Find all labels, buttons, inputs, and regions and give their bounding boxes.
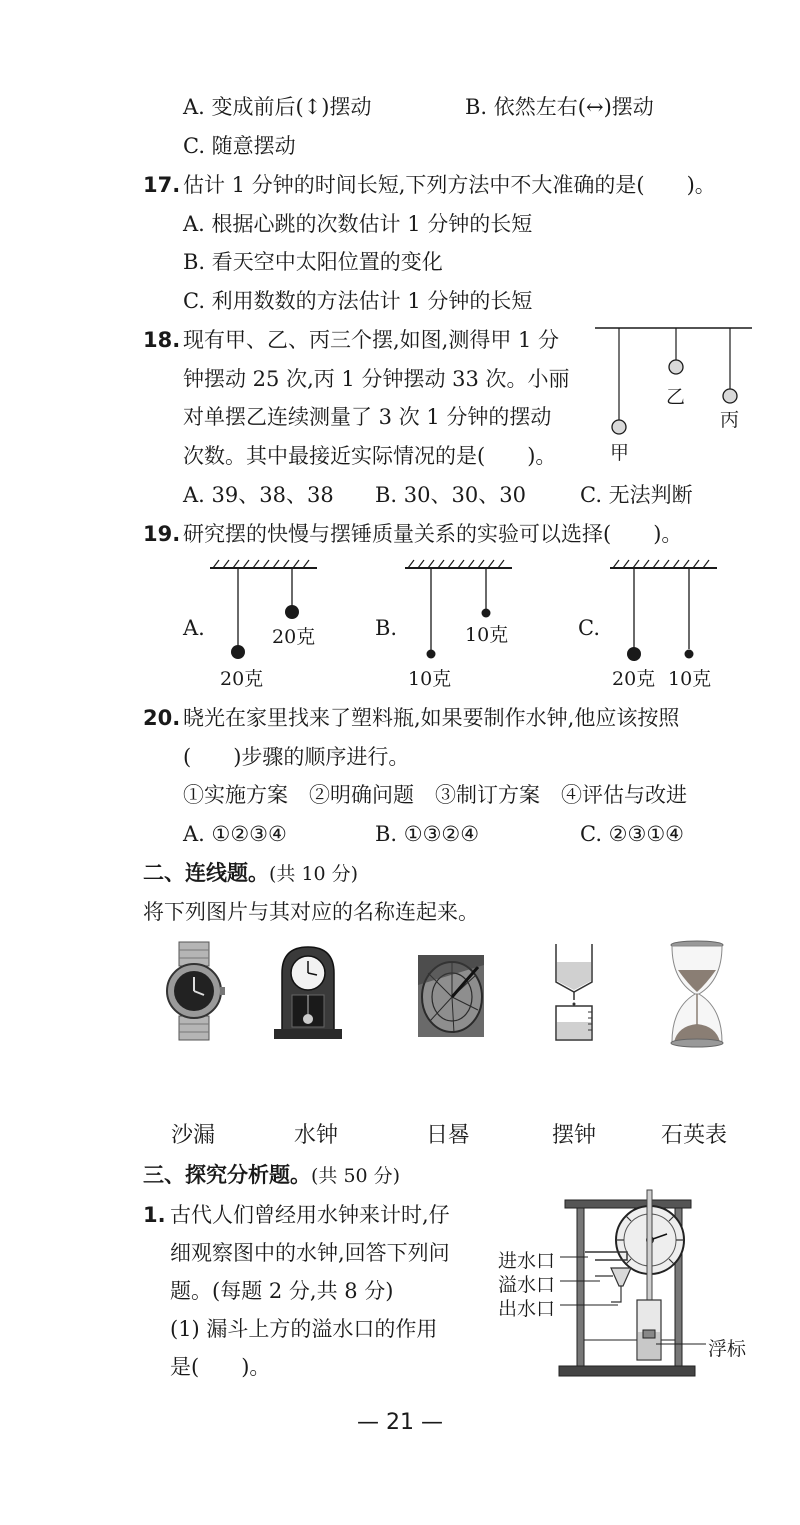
q19-option-b-right-mass: 10克 [465, 624, 509, 646]
section3-heading: 三、探究分析题。 [143, 1163, 311, 1187]
s3-q1-line2: 细观察图中的水钟,回答下列问 [170, 1241, 450, 1265]
diagram-overflow-label: 溢水口 [498, 1274, 556, 1296]
s3-q1-line1: 古代人们曾经用水钟来计时,仔 [170, 1203, 450, 1227]
q18-label-yi: 乙 [666, 386, 686, 408]
q17-option-c: C. 利用数数的方法估计 1 分钟的长短 [183, 289, 533, 313]
q19-stem: 研究摆的快慢与摆锤质量关系的实验可以选择( )。 [183, 522, 683, 546]
s3-q1-number: 1. [143, 1203, 166, 1227]
sundial-image [418, 955, 484, 1037]
q18-line1: 现有甲、乙、丙三个摆,如图,测得甲 1 分 [183, 328, 560, 352]
q18-option-a: A. 39、38、38 [183, 483, 334, 507]
q18-number: 18. [143, 328, 181, 352]
q18-option-c: C. 无法判断 [580, 483, 693, 507]
q20-line1: 晓光在家里找来了塑料瓶,如果要制作水钟,他应该按照 [183, 706, 680, 730]
q17-stem: 估计 1 分钟的时间长短,下列方法中不大准确的是( )。 [183, 173, 716, 197]
s3-q1-line3: 题。(每题 2 分,共 8 分) [170, 1279, 394, 1303]
q19-option-c-letter: C. [578, 616, 600, 640]
q20-option-a: A. ①②③④ [183, 822, 287, 846]
q18-line2: 钟摆动 25 次,丙 1 分钟摆动 33 次。小丽 [183, 367, 570, 391]
quartz-watch-image [165, 942, 225, 1042]
water-clock-image [552, 942, 598, 1042]
q16-option-c: C. 随意摆动 [183, 134, 296, 158]
diagram-inlet-label: 进水口 [498, 1250, 556, 1272]
section2-instruction: 将下列图片与其对应的名称连起来。 [143, 900, 479, 924]
q20-line2: ( )步骤的顺序进行。 [183, 745, 410, 769]
q19-option-a-figure [205, 558, 325, 668]
section2-title [143, 858, 358, 889]
q19-option-b-left-mass: 10克 [408, 668, 452, 690]
q20-steps: ①实施方案 ②明确问题 ③制订方案 ④评估与改进 [183, 783, 687, 807]
q18-label-bing: 丙 [720, 409, 740, 431]
q18-line4: 次数。其中最接近实际情况的是( )。 [183, 444, 557, 468]
name-quartz-watch: 石英表 [661, 1123, 728, 1148]
q16-option-b: B. 依然左右(↔)摆动 [465, 95, 654, 119]
diagram-outlet-label: 出水口 [498, 1298, 556, 1320]
hourglass-image [668, 940, 726, 1048]
q19-option-b-letter: B. [375, 616, 398, 640]
section2-points: (共 10 分) [269, 863, 359, 885]
q19-option-c-figure [605, 558, 725, 668]
q17-option-b: B. 看天空中太阳位置的变化 [183, 250, 443, 274]
q19-option-a-letter: A. [183, 616, 205, 640]
q20-option-b: B. ①③②④ [375, 822, 480, 846]
q19-option-a-right-mass: 20克 [272, 626, 316, 648]
q18-option-b: B. 30、30、30 [375, 483, 526, 507]
section2-heading: 二、连线题。 [143, 861, 269, 885]
q17-option-a: A. 根据心跳的次数估计 1 分钟的长短 [183, 212, 533, 236]
q19-number: 19. [143, 522, 181, 546]
q18-label-jia: 甲 [610, 442, 630, 464]
page-number: — 21 — [357, 1410, 443, 1435]
q19-option-c-left-mass: 20克 [612, 668, 656, 690]
diagram-leader-lines [560, 1254, 760, 1354]
section3-points: (共 50 分) [311, 1165, 401, 1187]
q20-number: 20. [143, 706, 181, 730]
q19-option-b-figure [400, 558, 520, 668]
q16-option-a: A. 变成前后(↕)摆动 [183, 95, 372, 119]
s3-q1-sub1b: 是( )。 [170, 1355, 271, 1379]
name-sundial: 日晷 [426, 1123, 471, 1148]
name-hourglass: 沙漏 [171, 1123, 216, 1148]
q17-number: 17. [143, 173, 181, 197]
q18-line3: 对单摆乙连续测量了 3 次 1 分钟的摆动 [183, 405, 552, 429]
s3-q1-sub1: (1) 漏斗上方的溢水口的作用 [170, 1317, 438, 1341]
name-pendulum-clock: 摆钟 [552, 1123, 597, 1148]
pendulum-clock-image [272, 945, 344, 1040]
q19-option-a-left-mass: 20克 [220, 668, 264, 690]
name-water-clock: 水钟 [294, 1123, 339, 1148]
section3-title [143, 1160, 400, 1191]
q19-option-c-right-mass: 10克 [668, 668, 712, 690]
diagram-float-label: 浮标 [708, 1338, 747, 1360]
q20-option-c: C. ②③①④ [580, 822, 684, 846]
